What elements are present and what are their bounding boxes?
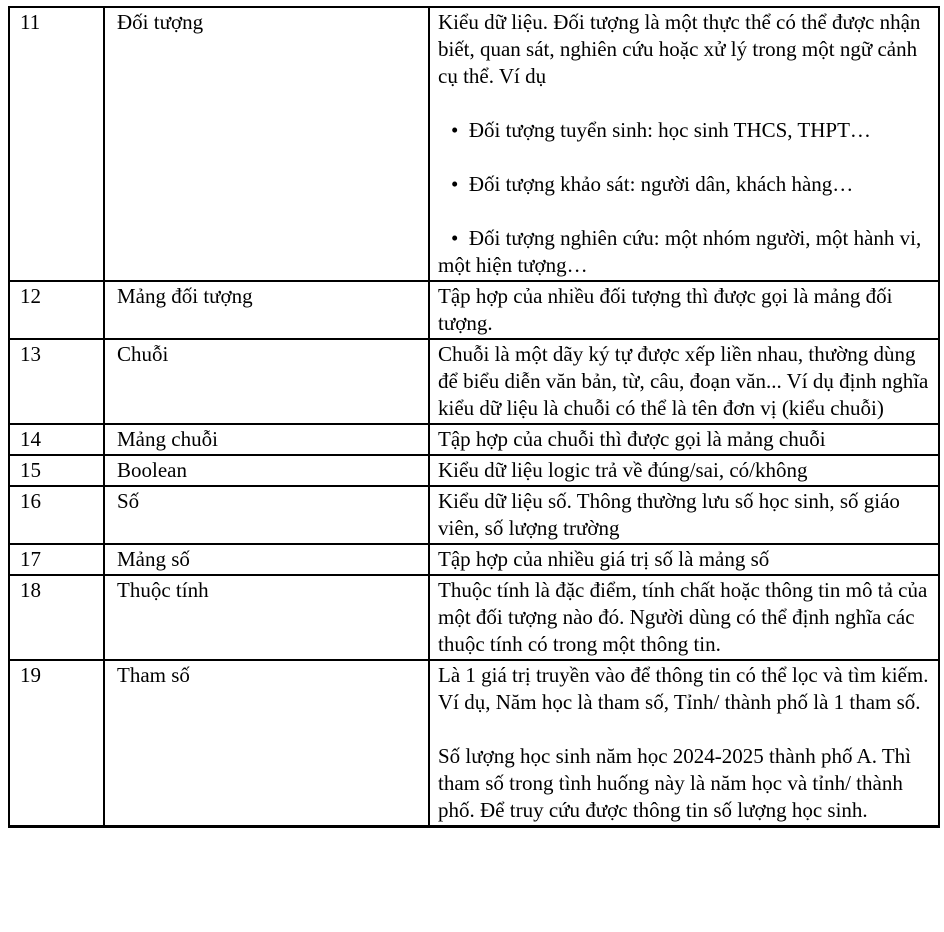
blank-line xyxy=(438,90,932,117)
term-cell: Mảng chuỗi xyxy=(104,424,429,455)
description-cell xyxy=(429,339,939,424)
row-number: 13 xyxy=(9,339,104,424)
definitions-table-body xyxy=(9,7,939,827)
table-row xyxy=(9,455,939,486)
term-cell: Tham số xyxy=(104,660,429,827)
table-row xyxy=(9,575,939,660)
row-number: 16 xyxy=(9,486,104,544)
description-cell xyxy=(429,7,939,281)
table-row xyxy=(9,424,939,455)
description-paragraph: Tập hợp của nhiều giá trị số là mảng số xyxy=(438,547,770,571)
table-row xyxy=(9,339,939,424)
description-cell xyxy=(429,455,939,486)
description-cell xyxy=(429,486,939,544)
row-number: 18 xyxy=(9,575,104,660)
row-number: 19 xyxy=(9,660,104,827)
description-cell xyxy=(429,544,939,575)
description-paragraph: Kiểu dữ liệu logic trả về đúng/sai, có/không xyxy=(438,458,808,482)
row-number: 12 xyxy=(9,281,104,339)
description-paragraph: Tập hợp của chuỗi thì được gọi là mảng chuỗi xyxy=(438,427,826,451)
document-page xyxy=(8,6,938,828)
row-number: 15 xyxy=(9,455,104,486)
description-cell xyxy=(429,660,939,827)
blank-line xyxy=(438,716,932,743)
description-paragraph: Số lượng học sinh năm học 2024-2025 thành phố A. Thì tham số trong tình huống này là năm học và tỉnh/ thành phố. Để truy cứu được thông tin số lượng học sinh. xyxy=(438,744,911,822)
term-cell: Đối tượng xyxy=(104,7,429,281)
description-cell xyxy=(429,424,939,455)
table-row xyxy=(9,281,939,339)
term-cell: Mảng đối tượng xyxy=(104,281,429,339)
row-number: 17 xyxy=(9,544,104,575)
row-number: 14 xyxy=(9,424,104,455)
term-cell: Mảng số xyxy=(104,544,429,575)
description-paragraph: Kiểu dữ liệu. Đối tượng là một thực thể có thể được nhận biết, quan sát, nghiên cứu hoặc xử lý trong một ngữ cảnh cụ thể. Ví dụ xyxy=(438,10,921,88)
description-paragraph: Tập hợp của nhiều đối tượng thì được gọi là mảng đối tượng. xyxy=(438,284,893,335)
description-bullet: • Đối tượng tuyển sinh: học sinh THCS, THPT… xyxy=(451,118,871,142)
blank-line xyxy=(438,144,932,171)
row-number: 11 xyxy=(9,7,104,281)
description-cell xyxy=(429,575,939,660)
description-paragraph: Là 1 giá trị truyền vào để thông tin có thể lọc và tìm kiếm. Ví dụ, Năm học là tham số, Tỉnh/ thành phố là 1 tham số. xyxy=(438,663,929,714)
table-row xyxy=(9,544,939,575)
table-row xyxy=(9,486,939,544)
term-cell: Chuỗi xyxy=(104,339,429,424)
table-row xyxy=(9,660,939,827)
description-paragraph: Chuỗi là một dãy ký tự được xếp liền nhau, thường dùng để biểu diễn văn bản, từ, câu, đoạn văn... Ví dụ định nghĩa kiểu dữ liệu là chuỗi có thể là tên đơn vị (kiểu chuỗi) xyxy=(438,342,929,420)
table-row xyxy=(9,7,939,281)
description-paragraph: Kiểu dữ liệu số. Thông thường lưu số học sinh, số giáo viên, số lượng trường xyxy=(438,489,900,540)
description-bullet: • Đối tượng nghiên cứu: một nhóm người, một hành vi, một hiện tượng… xyxy=(438,226,922,277)
term-cell: Số xyxy=(104,486,429,544)
definitions-table xyxy=(8,6,940,828)
term-cell: Boolean xyxy=(104,455,429,486)
description-bullet: • Đối tượng khảo sát: người dân, khách hàng… xyxy=(451,172,854,196)
term-cell: Thuộc tính xyxy=(104,575,429,660)
description-paragraph: Thuộc tính là đặc điểm, tính chất hoặc thông tin mô tả của một đối tượng nào đó. Người dùng có thể định nghĩa các thuộc tính có trong một thông tin. xyxy=(438,578,928,656)
description-cell xyxy=(429,281,939,339)
blank-line xyxy=(438,198,932,225)
